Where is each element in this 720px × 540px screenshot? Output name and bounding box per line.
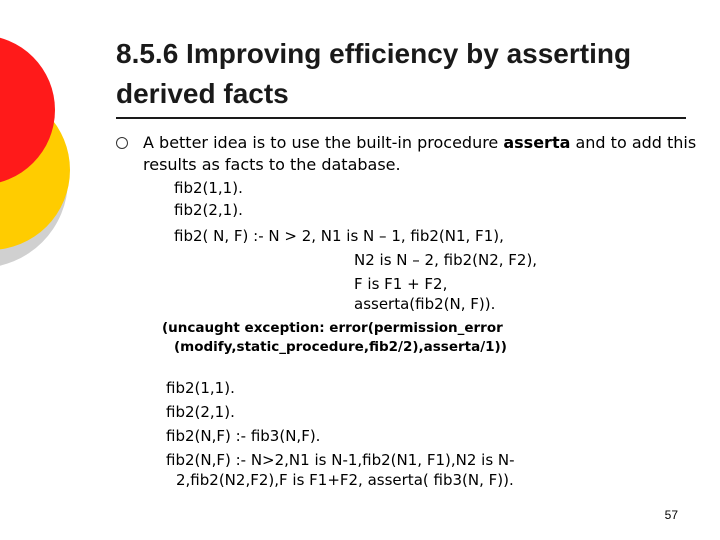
- code-line: 2,fib2(N2,F2),F is F1+F2, asserta( fib3(N, F)).: [176, 471, 514, 489]
- code-line: fib2(2,1).: [166, 403, 235, 421]
- code-line: fib2(1,1).: [174, 179, 243, 197]
- code-line: fib2( N, F) :- N > 2, N1 is N – 1, fib2(N1, F1),: [174, 227, 504, 245]
- code-line: fib2(2,1).: [174, 201, 243, 219]
- bullet-keyword: asserta: [503, 133, 571, 152]
- bullet-text: [143, 132, 703, 176]
- code-line: fib2(N,F) :- N>2,N1 is N-1,fib2(N1, F1),N2 is N-: [166, 451, 515, 469]
- code-line: fib2(1,1).: [166, 379, 235, 397]
- code-line: N2 is N – 2, fib2(N2, F2),: [354, 251, 538, 269]
- bullet-text-after: and to add this results as facts to the database.: [143, 133, 697, 174]
- code-line: fib2(N,F) :- fib3(N,F).: [166, 427, 321, 445]
- code-line: asserta(fib2(N, F)).: [354, 295, 496, 313]
- error-message-line: (uncaught exception: error(permission_error: [162, 320, 503, 336]
- code-line: F is F1 + F2,: [354, 275, 448, 293]
- page-number: 57: [664, 508, 678, 522]
- error-message-line: (modify,static_procedure,fib2/2),asserta/1)): [174, 339, 507, 355]
- bullet-text-before: A better idea is to use the built-in procedure: [143, 133, 504, 152]
- title-divider: [116, 117, 686, 119]
- decorative-circles: [0, 0, 120, 300]
- slide-title: 8.5.6 Improving efficiency by asserting derived facts: [116, 38, 632, 109]
- bullet-circle-icon: [116, 137, 128, 149]
